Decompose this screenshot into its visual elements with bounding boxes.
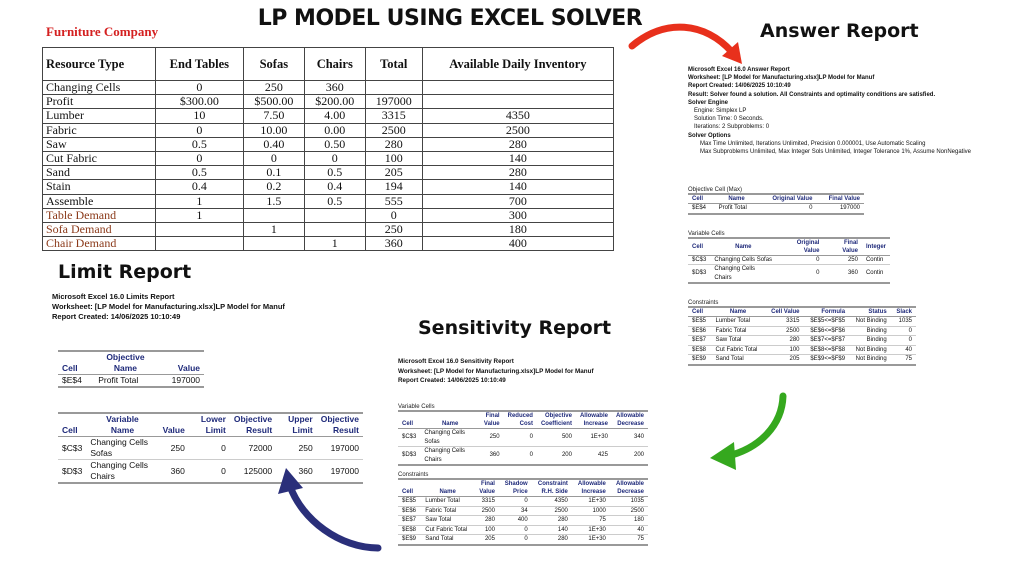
table-cell: $E$6 [398, 506, 421, 516]
table-cell: 0.00 [304, 123, 365, 137]
table-cell: 1.5 [243, 194, 304, 208]
table-cell: 280 [765, 336, 804, 346]
table-cell: 0 [304, 151, 365, 165]
table-cell: 10 [155, 109, 243, 123]
table-cell: 0 [243, 151, 304, 165]
column-header: Allowable [610, 479, 648, 488]
report-line: Worksheet: [LP Model for Manufacturing.xlsx]LP Model for Manuf [52, 302, 285, 311]
table-cell: 4350 [532, 497, 572, 507]
table-cell: 0 [499, 535, 532, 545]
report-line: Solution Time: 0 Seconds. [694, 116, 764, 123]
table-cell: $C$3 [58, 437, 86, 460]
table-cell: 0.1 [243, 166, 304, 180]
table-cell: 3315 [474, 497, 499, 507]
column-header: R.H. Side [532, 488, 572, 497]
column-header: Coefficient [537, 420, 576, 429]
column-header: Cell [398, 488, 421, 497]
table-cell: 360 [365, 237, 422, 251]
table-cell: Changing Cells [43, 81, 156, 95]
table-cell: 205 [474, 535, 499, 545]
table-cell: Profit Total [94, 375, 156, 388]
column-header: Resource Type [43, 48, 156, 81]
table-cell: 180 [610, 516, 648, 526]
table-cell: $E$5 [688, 317, 711, 327]
table-cell: 0.5 [304, 166, 365, 180]
column-header: Cell [398, 420, 420, 429]
table-cell: $E$9<=$F$9 [804, 355, 850, 365]
table-cell: Lumber Total [711, 317, 764, 327]
table-cell: 250 [284, 437, 317, 460]
table-cell: $E$6 [688, 326, 711, 336]
table-cell: 0 [155, 81, 243, 95]
report-line: Worksheet: [LP Model for Manufacturing.xlsx]LP Model for Manuf [398, 367, 594, 375]
table-cell: 34 [499, 506, 532, 516]
table-cell: 40 [891, 345, 916, 355]
column-header: Original Value [776, 238, 823, 256]
sensitivity-report-heading: Sensitivity Report [418, 317, 612, 339]
column-header: Value [159, 425, 189, 437]
report-line: Report Created: 14/06/2025 10:10:49 [398, 377, 506, 384]
report-line: Result: Solver found a solution. All Constraints and optimality conditions are satisfied. [688, 91, 936, 98]
table-caption: Objective Cell (Max) [688, 187, 743, 193]
table-cell: 0 [891, 326, 916, 336]
column-header: Result [317, 425, 363, 437]
table-cell: 250 [365, 222, 422, 236]
table-cell: $C$3 [688, 255, 710, 265]
column-header: Objective [317, 413, 363, 425]
table-cell: Sofa Demand [43, 222, 156, 236]
table-cell: 1 [155, 208, 243, 222]
column-header: Name [711, 307, 764, 317]
table-cell: 0 [197, 460, 230, 484]
table-cell: $E$4 [58, 375, 94, 388]
table-cell: 4.00 [304, 109, 365, 123]
table-cell: 75 [891, 355, 916, 365]
column-header: Name [715, 194, 759, 204]
column-header: Limit [197, 425, 230, 437]
green-arrow-icon [710, 396, 783, 470]
table-cell: 1 [155, 194, 243, 208]
table-cell: Cut Fabric [43, 151, 156, 165]
table-cell: 0.40 [243, 137, 304, 151]
table-cell: 0.50 [304, 137, 365, 151]
table-cell: 400 [499, 516, 532, 526]
column-header: Original Value [758, 194, 816, 204]
column-header: Cell [58, 363, 94, 375]
table-cell: 3315 [765, 317, 804, 327]
column-header: Cell [688, 238, 710, 256]
table-cell: 205 [365, 166, 422, 180]
report-line: Iterations: 2 Subproblems: 0 [694, 124, 770, 131]
report-line: Microsoft Excel 16.0 Answer Report [688, 67, 790, 73]
table-cell: Sand Total [711, 355, 764, 365]
table-cell: Not Binding [849, 355, 891, 365]
report-line: Report Created: 14/06/2025 10:10:49 [688, 83, 791, 90]
column-header: Name [710, 238, 776, 256]
column-header: Value [474, 488, 499, 497]
table-cell: $E$5<=$F$5 [804, 317, 850, 327]
table-cell: 197000 [816, 204, 864, 214]
table-cell: $D$3 [58, 460, 86, 484]
table-cell: 1 [243, 222, 304, 236]
table-cell: 0.5 [155, 166, 243, 180]
table-cell: 0 [504, 447, 537, 466]
table-cell: 280 [365, 137, 422, 151]
table-cell: 10.00 [243, 123, 304, 137]
page-title: LP MODEL USING EXCEL SOLVER [257, 6, 643, 31]
table-cell: Stain [43, 180, 156, 194]
table-cell: 40 [610, 525, 648, 535]
column-header: Increase [576, 420, 612, 429]
table-cell: $E$8 [398, 525, 421, 535]
column-header: Value [480, 420, 504, 429]
table-cell: 1E+30 [572, 535, 610, 545]
table-cell: Changing Cells Chairs [710, 265, 776, 284]
table-cell: 197000 [157, 375, 204, 388]
column-header: Cell [688, 194, 715, 204]
table-cell: 250 [159, 437, 189, 460]
column-header: Final [480, 411, 504, 420]
navy-arrow-icon [278, 468, 378, 548]
column-header: Sofas [243, 48, 304, 81]
table-cell: 200 [537, 447, 576, 466]
table-cell: 0.4 [155, 180, 243, 194]
table-cell: 0 [776, 255, 823, 265]
table-cell: 2500 [365, 123, 422, 137]
table-cell: Chair Demand [43, 237, 156, 251]
column-header: Lower [197, 413, 230, 425]
table-cell: Assemble [43, 194, 156, 208]
table-cell: Lumber [43, 109, 156, 123]
table-cell: 0 [758, 204, 816, 214]
column-header: Decrease [612, 420, 648, 429]
column-header: Final Value [816, 194, 864, 204]
column-header: End Tables [155, 48, 243, 81]
column-header: Allowable [572, 479, 610, 488]
table-cell: 0.5 [155, 137, 243, 151]
table-caption: Constraints [398, 472, 429, 478]
table-cell: 2500 [474, 506, 499, 516]
table-caption: Constraints [688, 300, 719, 306]
table-cell: 0 [499, 497, 532, 507]
table-cell: 280 [422, 137, 613, 151]
red-arrow-icon [632, 27, 742, 64]
table-cell: $E$9 [688, 355, 711, 365]
table-cell: 140 [532, 525, 572, 535]
table-cell: 1E+30 [572, 497, 610, 507]
table-cell: Contin [862, 265, 890, 284]
table-cell: 197000 [317, 437, 363, 460]
table-cell: $E$8 [688, 345, 711, 355]
column-header: Objective [537, 411, 576, 420]
table-cell: $E$9 [398, 535, 421, 545]
report-line: Max Time Unlimited, Iterations Unlimited, Precision 0.000001, Use Automatic Scaling [700, 140, 926, 147]
column-header: Cell [58, 425, 86, 437]
column-header: Name [421, 488, 474, 497]
column-header: Name [94, 363, 156, 375]
table-cell: Fabric Total [421, 506, 474, 516]
table-cell: 1E+30 [576, 429, 612, 447]
table-cell: 500 [537, 429, 576, 447]
table-cell: Cut Fabric Total [421, 525, 474, 535]
report-line: Solver Engine [688, 99, 729, 106]
table-cell: 280 [532, 535, 572, 545]
table-cell: 197000 [365, 95, 422, 109]
table-cell: Lumber Total [421, 497, 474, 507]
table-cell: $E$8<=$F$8 [804, 345, 850, 355]
report-line: Solver Options [688, 132, 731, 139]
answer-report-heading: Answer Report [760, 20, 919, 42]
column-header: Objective [230, 413, 276, 425]
column-header: Cell Value [765, 307, 804, 317]
table-cell: $D$3 [398, 447, 420, 466]
column-header: Chairs [304, 48, 365, 81]
table-cell: Profit Total [715, 204, 759, 214]
table-cell: 300 [422, 208, 613, 222]
table-cell: 250 [480, 429, 504, 447]
table-caption: Variable Cells [688, 230, 725, 237]
table-cell: Changing Cells Chairs [420, 447, 480, 466]
table-cell: 75 [610, 535, 648, 545]
table-cell: Saw Total [421, 516, 474, 526]
column-header: Final [474, 479, 499, 488]
table-cell: Sand Total [421, 535, 474, 545]
table-cell: 2500 [610, 506, 648, 516]
column-header: Name [86, 425, 158, 437]
column-header: Total [365, 48, 422, 81]
table-cell: 360 [159, 460, 189, 484]
column-header: Cost [504, 420, 537, 429]
table-cell: Changing Cells Sofas [86, 437, 158, 460]
table-cell: $E$4 [688, 204, 715, 214]
column-header: Available Daily Inventory [422, 48, 613, 81]
column-header: Value [157, 363, 204, 375]
table-cell: 0.4 [304, 180, 365, 194]
table-cell: 0.2 [243, 180, 304, 194]
table-cell: 280 [422, 166, 613, 180]
table-cell: 425 [576, 447, 612, 466]
report-line: Worksheet: [LP Model for Manufacturing.xlsx]LP Model for Manuf [688, 75, 875, 82]
table-cell: Changing Cells Chairs [86, 460, 158, 484]
table-cell: 100 [365, 151, 422, 165]
table-cell: 340 [612, 429, 648, 447]
column-header: Variable [86, 413, 158, 425]
table-cell: 4350 [422, 109, 613, 123]
table-cell: 3315 [365, 109, 422, 123]
table-cell: 360 [284, 460, 317, 484]
table-cell: Sand [43, 166, 156, 180]
table-cell: 0 [155, 123, 243, 137]
table-cell: Cut Fabric Total [711, 345, 764, 355]
table-cell: $500.00 [243, 95, 304, 109]
table-cell: Table Demand [43, 208, 156, 222]
table-cell: Changing Cells Sofas [420, 429, 480, 447]
column-header: Upper [284, 413, 317, 425]
column-header: Name [420, 420, 480, 429]
table-cell: 140 [422, 180, 613, 194]
table-cell: Saw [43, 137, 156, 151]
table-cell: 72000 [230, 437, 276, 460]
table-cell: 555 [365, 194, 422, 208]
table-cell: 180 [422, 222, 613, 236]
table-cell: $E$7<=$F$7 [804, 336, 850, 346]
table-cell: 0 [776, 265, 823, 284]
report-line: Engine: Simplex LP [694, 108, 747, 115]
table-cell: 75 [572, 516, 610, 526]
report-line: Report Created: 14/06/2025 10:10:49 [52, 312, 181, 321]
column-header: Cell [688, 307, 711, 317]
table-cell: Changing Cells Sofas [710, 255, 776, 265]
table-cell: Not Binding [849, 345, 891, 355]
table-cell: 194 [365, 180, 422, 194]
table-cell: 100 [474, 525, 499, 535]
table-cell: 1E+30 [572, 525, 610, 535]
column-header: Integer [862, 238, 890, 256]
table-cell: 360 [304, 81, 365, 95]
table-cell: 360 [480, 447, 504, 466]
table-cell: 1 [304, 237, 365, 251]
column-header: Reduced [504, 411, 537, 420]
table-cell: 0 [504, 429, 537, 447]
table-cell: 0.5 [304, 194, 365, 208]
column-header: Shadow [499, 479, 532, 488]
table-cell: 400 [422, 237, 613, 251]
table-cell: 0 [891, 336, 916, 346]
report-line: Max Subproblems Unlimited, Max Integer Sols Unlimited, Integer Tolerance 1%, Assume NonNegative [700, 149, 972, 156]
column-header: Final Value [823, 238, 862, 256]
table-cell: 7.50 [243, 109, 304, 123]
limit-report-heading: Limit Report [58, 261, 192, 283]
table-cell: 1035 [891, 317, 916, 327]
table-cell: $C$3 [398, 429, 420, 447]
table-cell: Fabric Total [711, 326, 764, 336]
table-cell: $E$7 [688, 336, 711, 346]
table-cell: 250 [243, 81, 304, 95]
table-cell: 250 [823, 255, 862, 265]
table-cell: 2500 [532, 506, 572, 516]
table-cell: 197000 [317, 460, 363, 484]
table-cell: $E$5 [398, 497, 421, 507]
column-header: Objective [94, 351, 156, 363]
table-cell: 2500 [765, 326, 804, 336]
table-cell: 140 [422, 151, 613, 165]
table-cell: Binding [849, 336, 891, 346]
table-cell: 1035 [610, 497, 648, 507]
table-cell: 360 [823, 265, 862, 284]
column-header: Result [230, 425, 276, 437]
table-cell: 0 [197, 437, 230, 460]
table-cell: $300.00 [155, 95, 243, 109]
column-header: Decrease [610, 488, 648, 497]
report-line: Microsoft Excel 16.0 Sensitivity Report [398, 358, 514, 365]
column-header: Allowable [612, 411, 648, 420]
table-cell: $200.00 [304, 95, 365, 109]
company-name: Furniture Company [46, 24, 159, 39]
column-header: Allowable [576, 411, 612, 420]
column-header: Status [849, 307, 891, 317]
table-cell: 0 [499, 525, 532, 535]
column-header: Price [499, 488, 532, 497]
table-cell: 205 [765, 355, 804, 365]
column-header: Constraint [532, 479, 572, 488]
table-cell: 280 [474, 516, 499, 526]
table-cell: Saw Total [711, 336, 764, 346]
table-cell: $D$3 [688, 265, 710, 284]
table-cell: $E$7 [398, 516, 421, 526]
table-cell: 280 [532, 516, 572, 526]
column-header: Limit [284, 425, 317, 437]
table-cell: Binding [849, 326, 891, 336]
table-cell: Contin [862, 255, 890, 265]
table-cell: 1000 [572, 506, 610, 516]
report-line: Microsoft Excel 16.0 Limits Report [52, 292, 175, 301]
table-cell: 200 [612, 447, 648, 466]
table-cell: Fabric [43, 123, 156, 137]
table-cell: $E$6<=$F$6 [804, 326, 850, 336]
column-header: Increase [572, 488, 610, 497]
table-cell: 0 [365, 208, 422, 222]
table-cell: Not Binding [849, 317, 891, 327]
table-cell: 125000 [230, 460, 276, 484]
table-cell: 2500 [422, 123, 613, 137]
table-cell: 0 [155, 151, 243, 165]
column-header: Slack [891, 307, 916, 317]
table-cell: 100 [765, 345, 804, 355]
column-header: Formula [804, 307, 850, 317]
table-cell: Profit [43, 95, 156, 109]
table-caption: Variable Cells [398, 404, 435, 410]
table-cell: 700 [422, 194, 613, 208]
